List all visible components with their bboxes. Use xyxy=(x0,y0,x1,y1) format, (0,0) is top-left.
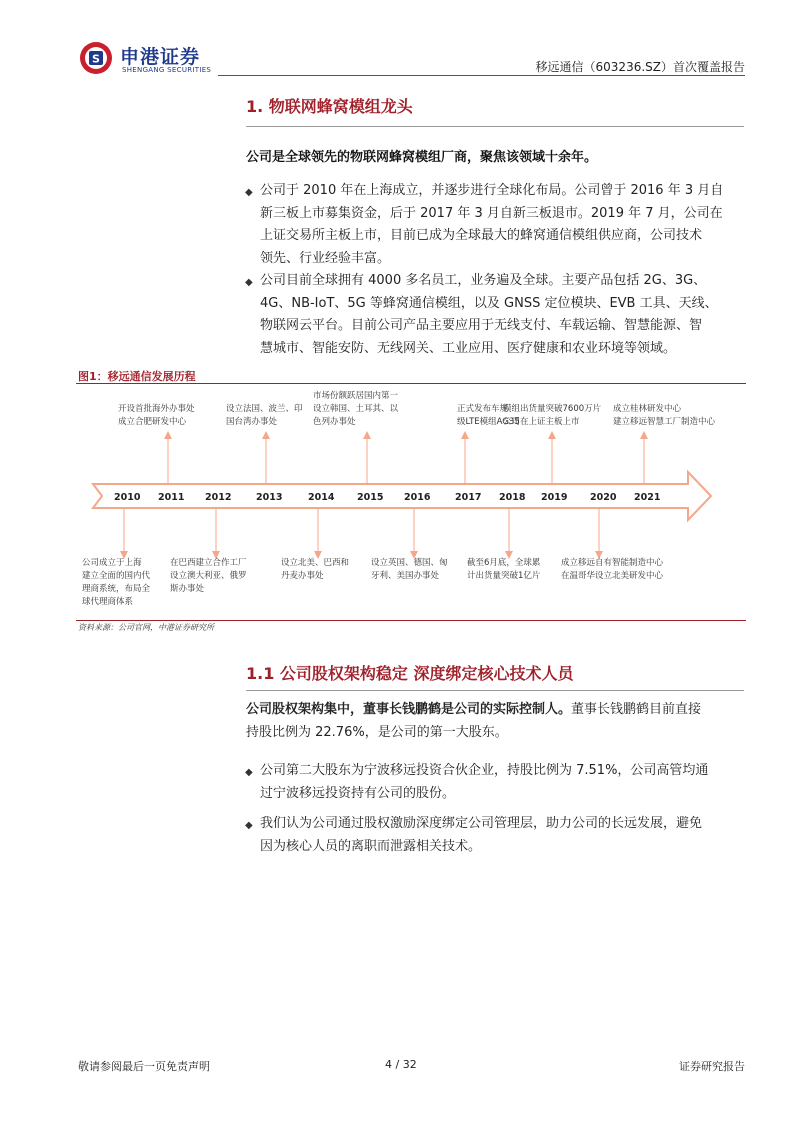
arrowhead-up xyxy=(548,431,556,439)
header-divider xyxy=(218,75,745,76)
footer-report-type: 证券研究报告 xyxy=(679,1060,745,1073)
paragraph-line: 持股比例为 22.76%，是公司的第一大股东。 xyxy=(246,724,508,740)
paragraph-line: 公司于 2010 年在上海成立，并逐步进行全球化布局。公司曾于 2016 年 3 月自 xyxy=(260,183,724,198)
arrowhead-up xyxy=(164,431,172,439)
figure-bottom-rule xyxy=(76,620,746,621)
event-line: 成立桂林研发中心 xyxy=(613,404,682,414)
timeline-event xyxy=(313,390,398,429)
event-line: 在温哥华设立北美研发中心 xyxy=(561,571,664,581)
subsection-heading-rule xyxy=(246,690,744,691)
paragraph-line: 物联网云平台。目前公司产品主要应用于无线支付、车载运输、智慧能源、智 xyxy=(260,318,703,333)
lead-rest: 董事长钱鹏鹤目前直接 xyxy=(571,702,702,717)
paragraph-line: 4G、NB-IoT、5G 等蜂窝通信模组，以及 GNSS 定位模块、EVB 工具、天线、 xyxy=(260,295,718,311)
event-line: 在巴西建立合作工厂 xyxy=(170,558,247,568)
event-line: 丹麦办事处 xyxy=(281,571,324,581)
arrowhead-up xyxy=(363,431,371,439)
timeline-event xyxy=(613,403,715,429)
paragraph xyxy=(260,813,750,858)
event-line: 理商系统，布局全 xyxy=(82,584,151,594)
event-line: 市场份额跃居国内第一 xyxy=(313,391,399,401)
arrowhead-up xyxy=(640,431,648,439)
event-line: 球代理商体系 xyxy=(82,597,134,607)
timeline-event xyxy=(226,403,303,429)
lead-bold: 公司股权架构集中，董事长钱鹏鹤是公司的实际控制人。 xyxy=(246,702,572,717)
timeline-year: 2015 xyxy=(357,492,384,503)
timeline-year: 2016 xyxy=(404,492,431,503)
timeline-year: 2017 xyxy=(455,492,482,503)
brand-name: 申港证券 xyxy=(120,46,201,68)
bullet-icon: ◆ xyxy=(245,820,253,831)
timeline-event xyxy=(467,557,540,583)
timeline-event xyxy=(170,557,247,596)
svg-text:S: S xyxy=(92,52,100,66)
event-line: 公司成立于上海 xyxy=(82,558,142,568)
paragraph-line xyxy=(246,699,751,722)
timeline-arrow xyxy=(93,472,711,520)
paragraph xyxy=(260,180,750,270)
event-line: 模组出货量突破7600万片 xyxy=(503,404,602,414)
event-line: 计出货量突破1亿片 xyxy=(467,571,541,581)
timeline-event xyxy=(281,557,349,583)
report-title: 移远通信（603236.SZ）首次覆盖报告 xyxy=(535,60,745,74)
brand-name-english: SHENGANG SECURITIES xyxy=(122,66,212,74)
timeline-year: 2018 xyxy=(499,492,526,503)
page-number: 4 / 32 xyxy=(385,1058,417,1071)
paragraph-line: 新三板上市募集资金，后于 2017 年 3 月自新三板退市。2019 年 7 月，公司在 xyxy=(260,205,723,221)
timeline-event xyxy=(118,403,195,429)
event-line: 设立澳大利亚、俄罗 xyxy=(170,571,247,581)
bullet-icon: ◆ xyxy=(245,277,253,288)
paragraph xyxy=(246,699,751,744)
event-line: 截至6月底，全球累 xyxy=(467,558,541,568)
timeline-year: 2021 xyxy=(634,492,661,503)
paragraph-line: 我们认为公司通过股权激励深度绑定公司管理层，助力公司的长远发展，避免 xyxy=(260,816,703,831)
event-line: 设立英国、德国、匈 xyxy=(371,558,448,568)
timeline-year: 2019 xyxy=(541,492,568,503)
timeline-year: 2020 xyxy=(590,492,617,503)
section-heading: 1. 物联网蜂窝模组龙头 xyxy=(246,97,413,116)
event-line: 成立移远自有智能制造中心 xyxy=(561,558,664,568)
timeline-year: 2012 xyxy=(205,492,232,503)
subsection-heading: 1.1 公司股权架构稳定 深度绑定核心技术人员 xyxy=(246,664,574,683)
figure-source: 资料来源：公司官网，中港证券研究所 xyxy=(78,623,214,632)
bullet-icon: ◆ xyxy=(245,187,253,198)
timeline-year: 2011 xyxy=(158,492,185,503)
figure-title: 图1：移远通信发展历程 xyxy=(78,370,196,383)
event-line: 牙利、美国办事处 xyxy=(371,571,440,581)
section-lead: 公司是全球领先的物联网蜂窝模组厂商，聚焦该领域十余年。 xyxy=(246,150,598,165)
timeline-year: 2013 xyxy=(256,492,283,503)
event-line: 设立韩国、土耳其、以 xyxy=(313,404,399,414)
paragraph-line: 因为核心人员的离职而泄露相关技术。 xyxy=(260,838,482,854)
section-heading-rule xyxy=(246,126,744,127)
event-line: 设立法国、波兰、印 xyxy=(226,404,303,414)
timeline-event xyxy=(561,557,663,583)
paragraph-line: 公司第二大股东为宁波移远投资合伙企业，持股比例为 7.51%，公司高管均通 xyxy=(260,763,709,778)
timeline-event xyxy=(82,557,150,609)
paragraph-line: 领先、行业经验丰富。 xyxy=(260,250,391,266)
timeline-event xyxy=(503,403,601,429)
company-logo-icon xyxy=(79,41,113,75)
timeline-event xyxy=(371,557,448,583)
event-line: 斯办事处 xyxy=(170,584,205,594)
event-line: 建立移远智慧工厂制造中心 xyxy=(613,417,716,427)
event-line: 开设首批海外办事处 xyxy=(118,404,195,414)
paragraph xyxy=(260,760,750,805)
event-line: 设立北美、巴西和 xyxy=(281,558,350,568)
paragraph-line: 公司目前全球拥有 4000 多名员工，业务遍及全球。主要产品包括 2G、3G、 xyxy=(260,273,707,288)
timeline-year: 2014 xyxy=(308,492,335,503)
figure-top-rule xyxy=(76,383,746,384)
arrowhead-up xyxy=(461,431,469,439)
event-line: 正式发布车规 xyxy=(457,404,509,414)
paragraph-line: 上证交易所主板上市，目前已成为全球最大的蜂窝通信模组供应商，公司技术 xyxy=(260,228,703,243)
event-line: 公司在上证主板上市 xyxy=(503,417,580,427)
event-line: 成立合肥研发中心 xyxy=(118,417,187,427)
timeline-year: 2010 xyxy=(114,492,141,503)
paragraph-line: 过宁波移远投资持有公司的股份。 xyxy=(260,785,456,801)
event-line: 国台湾办事处 xyxy=(226,417,278,427)
event-line: 级LTE模组AG35 xyxy=(457,417,520,427)
footer-disclaimer: 敬请参阅最后一页免责声明 xyxy=(78,1060,210,1073)
paragraph xyxy=(260,270,750,360)
arrowhead-up xyxy=(262,431,270,439)
paragraph-line: 慧城市、智能安防、无线网关、工业应用、医疗健康和农业环境等领域。 xyxy=(260,340,677,356)
event-line: 建立全面的国内代 xyxy=(82,571,151,581)
event-line: 色列办事处 xyxy=(313,417,356,427)
bullet-icon: ◆ xyxy=(245,767,253,778)
